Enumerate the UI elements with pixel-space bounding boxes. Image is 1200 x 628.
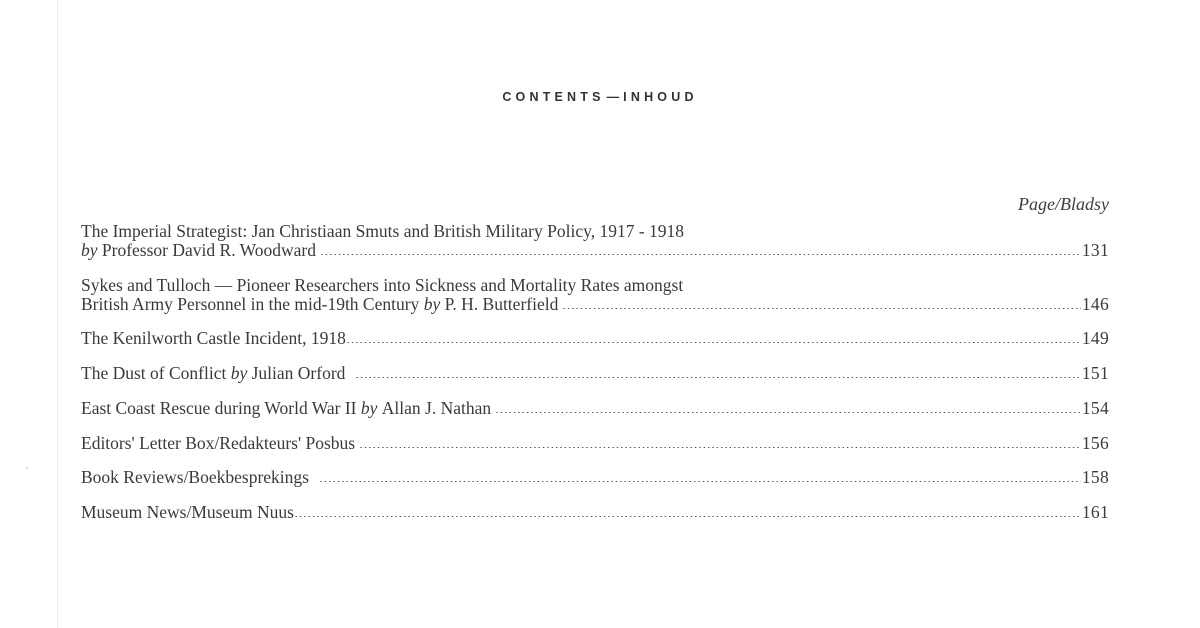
entry-by: by: [81, 240, 98, 260]
scan-speck: [26, 467, 28, 469]
entry-by: by: [360, 398, 378, 418]
entry-title-line2: British Army Personnel in the mid-19th Century: [81, 294, 420, 314]
dot-leader: [320, 242, 1081, 256]
entry-page-number: 158: [1081, 467, 1109, 487]
dot-leader: [294, 504, 1081, 518]
toc-entry[interactable]: [81, 222, 1109, 260]
contents-heading: [0, 90, 1200, 104]
heading-afrikaans: INHOUD: [623, 90, 698, 104]
dot-leader: [355, 365, 1080, 379]
entry-author: Julian Orford: [251, 363, 346, 383]
table-of-contents: [81, 220, 1109, 522]
entry-title: Book Reviews/Boekbesprekings: [81, 467, 309, 487]
entry-by: by: [230, 363, 248, 383]
toc-entry[interactable]: [81, 468, 1109, 487]
entry-page-number: 154: [1081, 398, 1109, 418]
entry-page-number: 149: [1081, 328, 1109, 348]
entry-page-number: 151: [1081, 363, 1109, 383]
entry-page-number: 146: [1081, 294, 1109, 314]
entry-title: The Kenilworth Castle Incident, 1918: [81, 328, 346, 348]
dot-leader: [319, 469, 1081, 483]
entry-author: Professor David R. Woodward: [101, 240, 316, 260]
toc-entry[interactable]: [81, 503, 1109, 522]
toc-entry[interactable]: [81, 364, 1109, 383]
toc-entry[interactable]: [81, 434, 1109, 453]
toc-entry[interactable]: [81, 399, 1109, 418]
dot-leader: [359, 435, 1081, 449]
entry-title: The Dust of Conflict: [81, 363, 227, 383]
dot-leader: [346, 330, 1081, 344]
toc-entry[interactable]: [81, 276, 1109, 314]
toc-entry[interactable]: [81, 329, 1109, 348]
heading-dash: —: [606, 90, 620, 104]
heading-english: CONTENTS: [502, 90, 605, 104]
entry-author: Allan J. Nathan: [381, 398, 492, 418]
entry-title: Editors' Letter Box/Redakteurs' Posbus: [81, 433, 356, 453]
entry-title: Museum News/Museum Nuus: [81, 502, 294, 522]
entry-page-number: 131: [1081, 240, 1109, 260]
entry-title: East Coast Rescue during World War II: [81, 398, 357, 418]
entry-by: by: [423, 294, 441, 314]
entry-author: P. H. Butterfield: [444, 294, 559, 314]
dot-leader: [562, 296, 1081, 310]
page-column-label: Page/Bladsy: [1018, 194, 1109, 214]
entry-title-line1: The Imperial Strategist: Jan Christiaan Smuts and British Military Policy, 1917 - 1918: [81, 221, 685, 241]
entry-page-number: 156: [1081, 433, 1109, 453]
entry-title-line1: Sykes and Tulloch — Pioneer Researchers into Sickness and Mortality Rates amongst: [81, 275, 684, 295]
entry-page-number: 161: [1081, 502, 1109, 522]
dot-leader: [495, 400, 1081, 414]
